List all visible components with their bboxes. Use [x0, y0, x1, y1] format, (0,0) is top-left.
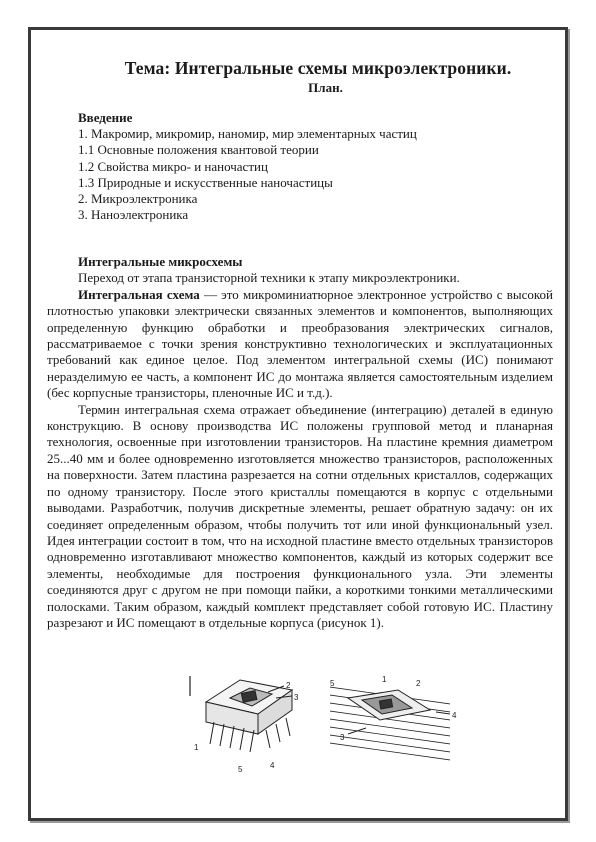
figure-label: 3: [340, 733, 345, 742]
figure-label: 5: [238, 765, 243, 774]
section-body: [47, 254, 553, 631]
toc-heading: Введение: [78, 110, 133, 125]
toc-item: 2. Микроэлектроника: [78, 191, 198, 207]
definition-text: — это микроминиатюрное электронное устройство с высокой плотностью упаковки электрически связанных элементов и компонентов, выполняющих определенную функцию обработки и преобразования электрических сигналов, рассматриваемое с точки зрения конструктивно технологических и эксплуатационных требований как единое целое. Под элементом интегральной схемы (ИС) понимают неразделимую ее часть, а компонент ИС до монтажа является самостоятельным изделием (бес корпусные транзисторы, пленочные ИС и т.д.).: [47, 286, 553, 401]
flatpack-drawing: [330, 687, 450, 760]
section-intro: Переход от этапа транзисторной техники к этапу микроэлектроники.: [78, 270, 460, 286]
figure-label: 4: [270, 761, 275, 770]
toc-item: 1.2 Свойства микро- и наночастиц: [78, 158, 268, 174]
figure-label: 2: [416, 679, 421, 688]
term-integral-circuit: Интегральная схема: [78, 286, 200, 302]
toc-item: 1.3 Природные и искусственные наночастицы: [78, 174, 333, 190]
figure-label: 1: [194, 743, 199, 752]
table-of-contents: [78, 110, 417, 223]
figure-label: 2: [286, 681, 291, 690]
figure-integrated-circuits: [180, 668, 470, 784]
figure-label: 4: [452, 711, 457, 720]
section-heading: Интегральные микросхемы: [78, 254, 243, 269]
paragraph-definition: [47, 287, 553, 402]
figure-label: 5: [330, 679, 335, 688]
paragraph-integration: Термин интегральная схема отражает объединение (интеграцию) деталей в единую конструкцию. В основу производства ИС положены групповой метод и планарная технология, освоенные при изготовлении транзисторов. На пластине кремния диаметром 25...40 мм и более одновременно изготовляется множество транзисторов, расположенных на поверхности. Затем пластина разрезается на сотни отдельных кристаллов, содержащих по одному транзистору. После этого кристаллы помещаются в корпус с отдельными выводами. Разработчик, получив дискретные элементы, решает обратную задачу: он их соединяет определенным образом, чтобы получить тот или иной функциональный узел. Идея интеграции состоит в том, что на исходной пластине вместо отдельных транзисторов одновременно изготавливают множество компонентов, каждый из которых содержит все элементы, необходимые для построения функционального узла. Эти элементы соединяются друг с другом не при помощи пайки, а короткими тонкими металлическими полосками. Таким образом, каждый комплект представляет собой готовую ИС. Пластину разрезают и ИС помещают в отдельные корпуса (рисунок 1).: [47, 401, 553, 630]
plan-heading: План.: [308, 80, 343, 95]
page-title: Тема: Интегральные схемы микроэлектроники.: [124, 58, 512, 78]
figure-label: 3: [294, 693, 299, 702]
toc-item: 1. Макромир, микромир, наномир, мир элементарных частиц: [78, 126, 417, 142]
toc-item: 1.1 Основные положения квантовой теории: [78, 142, 319, 158]
figure-label: 1: [382, 675, 387, 684]
toc-item: 3. Наноэлектроника: [78, 207, 189, 223]
dip-package-drawing: [190, 676, 292, 752]
